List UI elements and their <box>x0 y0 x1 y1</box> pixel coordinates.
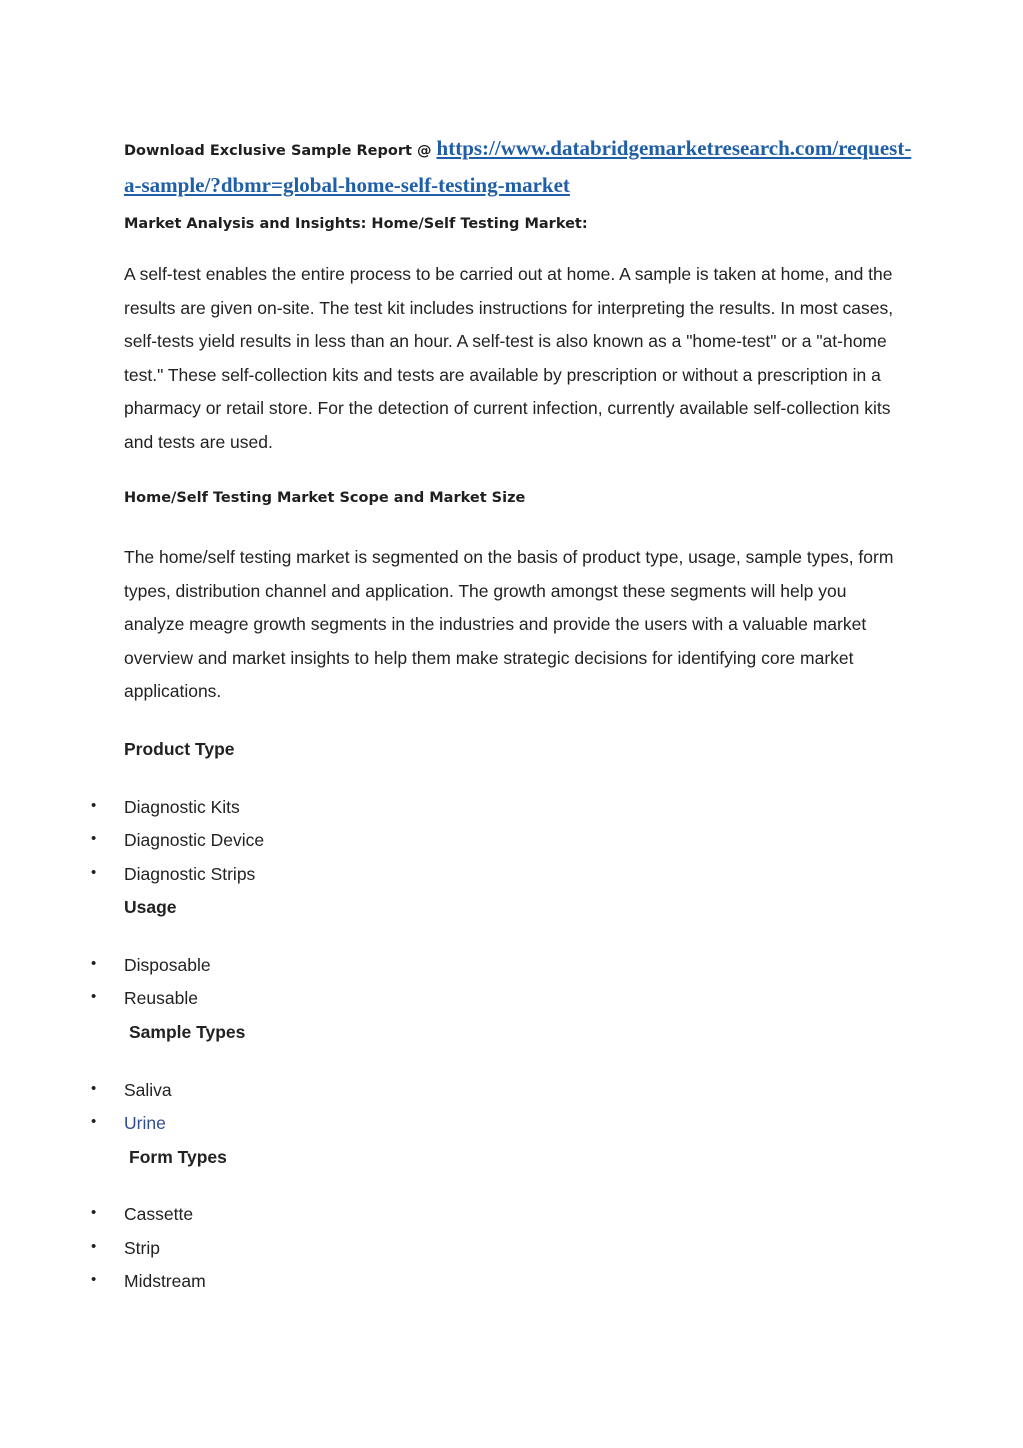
intro-paragraph: A self-test enables the entire process to be carried out at home. A sample is taken at home, and the results are given on-site. The test kit includes instructions for interpreting the results. In most cases, self-tests yield results in less than an hour. A self-test is also known as a "home-test" or a "at-home test." These self-collection kits and tests are available by prescription or without a prescription in a pharmacy or retail store. For the detection of current infection, currently available self-collection kits and tests are used. <box>124 264 894 452</box>
list-item: Cassette <box>124 1204 194 1224</box>
section-title-usage: Usage <box>124 897 177 917</box>
sample-report-link-part-1[interactable]: https://www.databridgemarketresearch.com/request- <box>436 136 912 160</box>
bullet-icon: • <box>91 955 97 972</box>
sample-report-link-part-2[interactable]: a-sample/?dbmr=global-home-self-testing-market <box>124 173 570 197</box>
section-title-sample-types: Sample Types <box>129 1022 246 1042</box>
bullet-icon: • <box>91 1204 97 1221</box>
list-item: Saliva <box>124 1080 172 1100</box>
bullet-icon: • <box>91 1113 97 1130</box>
scope-paragraph: The home/self testing market is segmented on the basis of product type, usage, sample types, form types, distribution channel and application. The growth amongst these segments will help you analyze meagre growth segments in the industries and provide the users with a valuable market overview and market insights to help them make strategic decisions for identifying core market applications. <box>124 547 894 701</box>
bullet-icon: • <box>91 864 97 881</box>
bullet-icon: • <box>91 797 97 814</box>
list-item: Diagnostic Kits <box>124 797 240 817</box>
download-label: Download Exclusive Sample Report @ <box>124 143 437 159</box>
section-title-form-types: Form Types <box>129 1147 227 1167</box>
bullet-icon: • <box>91 988 97 1005</box>
list-item: Strip <box>124 1238 160 1258</box>
download-sample-line <box>124 131 914 205</box>
list-item: Reusable <box>124 988 198 1008</box>
analysis-heading: Market Analysis and Insights: Home/Self Testing Market: <box>124 216 588 232</box>
list-item-urine: Urine <box>124 1113 166 1133</box>
list-item: Diagnostic Device <box>124 830 265 850</box>
list-item: Midstream <box>124 1271 206 1291</box>
section-title-product-type: Product Type <box>124 739 235 759</box>
list-item: Diagnostic Strips <box>124 864 256 884</box>
bullet-icon: • <box>91 830 97 847</box>
bullet-icon: • <box>91 1271 97 1288</box>
bullet-icon: • <box>91 1238 97 1255</box>
list-item: Disposable <box>124 955 211 975</box>
scope-heading: Home/Self Testing Market Scope and Market Size <box>124 490 526 506</box>
bullet-icon: • <box>91 1080 97 1097</box>
